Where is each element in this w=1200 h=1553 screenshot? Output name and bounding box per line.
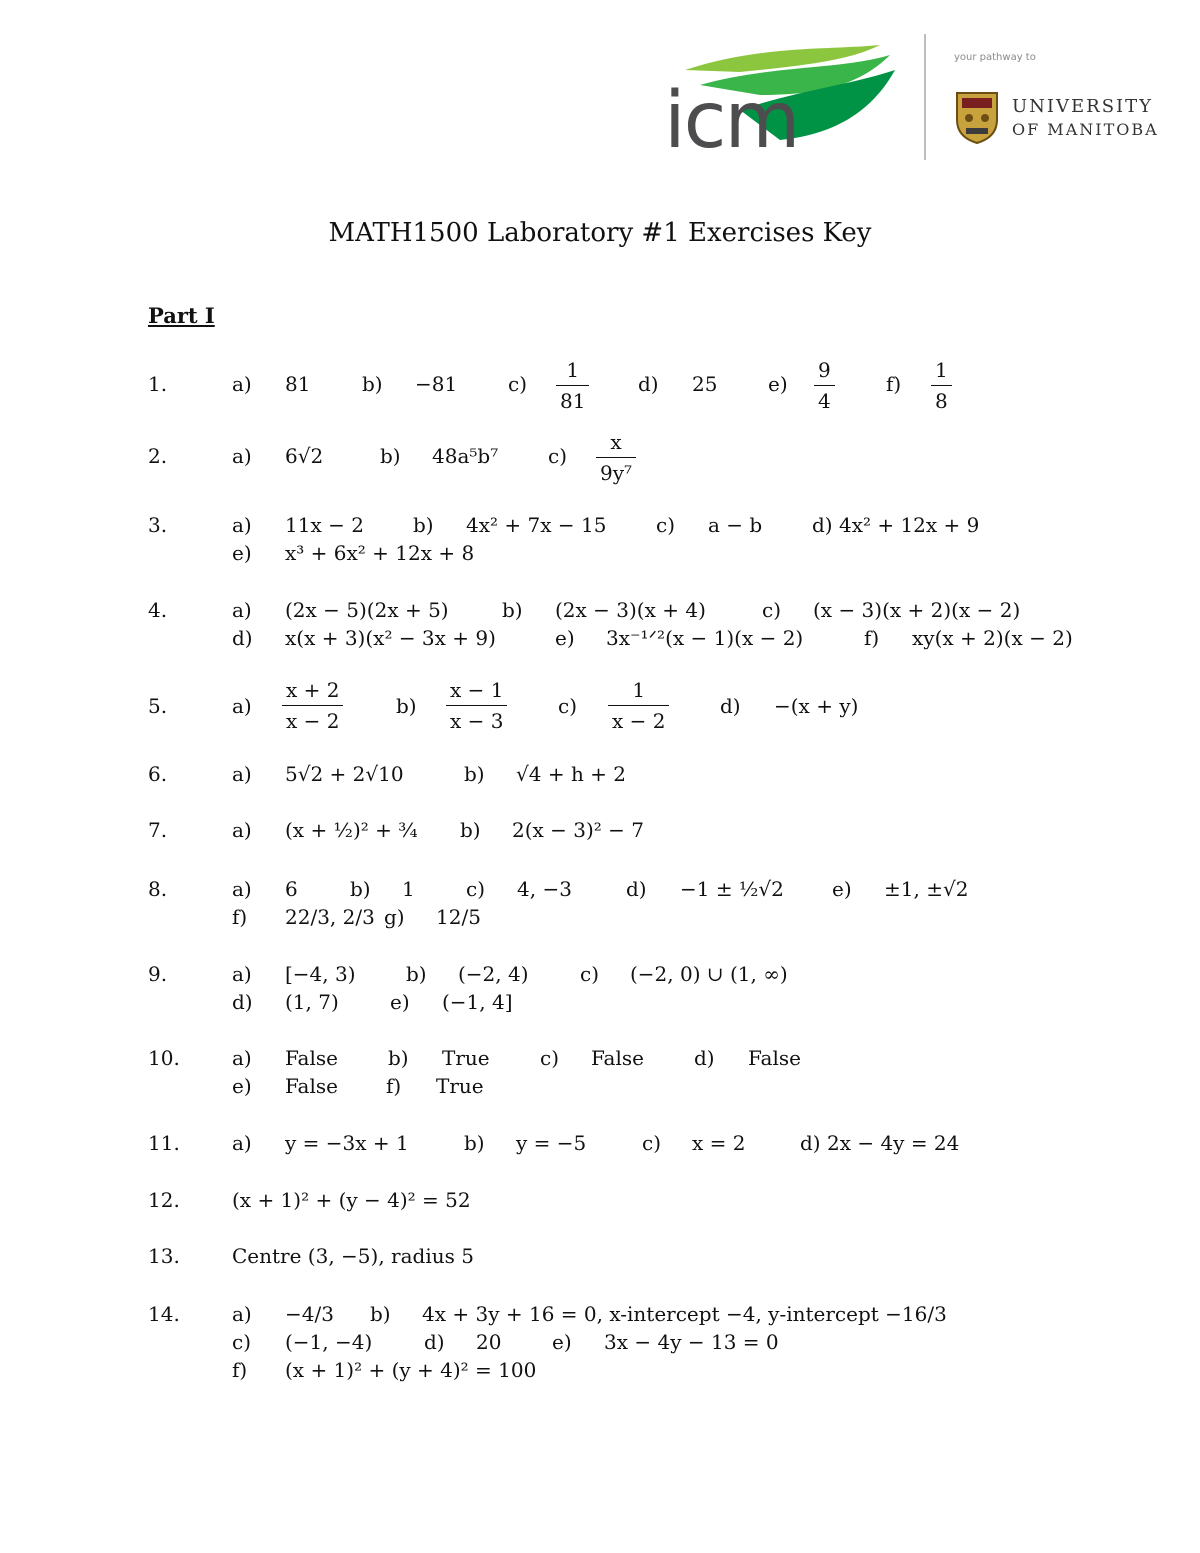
part-label: c) — [762, 598, 782, 622]
answer: ±1, ±√2 — [884, 877, 969, 901]
answer: xy(x + 2)(x − 2) — [912, 626, 1073, 650]
denominator: x − 3 — [450, 709, 504, 733]
fraction-bar — [282, 705, 343, 706]
answer: 12/5 — [436, 905, 481, 929]
part-label: a) — [232, 1046, 252, 1070]
question-number: 11. — [148, 1131, 180, 1155]
answer: −(x + y) — [774, 694, 859, 718]
numerator: 1 — [566, 358, 580, 382]
part-label: d) — [638, 372, 659, 396]
answer: 81 — [285, 372, 311, 396]
question-number: 8. — [148, 877, 168, 901]
denominator: 4 — [818, 389, 831, 413]
part-label: d) — [232, 626, 253, 650]
part-label: a) — [232, 818, 252, 842]
question-number: 3. — [148, 513, 168, 537]
fraction-bar — [608, 705, 669, 706]
answer: 3x⁻¹ᐟ²(x − 1)(x − 2) — [606, 626, 804, 650]
answer: y = −3x + 1 — [285, 1131, 409, 1155]
part-label: c) — [232, 1330, 252, 1354]
answer: d) 2x − 4y = 24 — [800, 1131, 960, 1155]
part-label: a) — [232, 444, 252, 468]
part-label: b) — [464, 1131, 485, 1155]
icm-logo-text: icm — [664, 76, 799, 166]
fraction-answer — [608, 678, 669, 733]
answer: 6√2 — [285, 444, 324, 468]
part-label: e) — [232, 1074, 252, 1098]
part-label: b) — [502, 598, 523, 622]
answer: 48a⁵b⁷ — [432, 444, 499, 468]
answer: (−2, 4) — [458, 962, 529, 986]
part-label: b) — [370, 1302, 391, 1326]
part-label: c) — [580, 962, 600, 986]
part-label: b) — [460, 818, 481, 842]
answer: (1, 7) — [285, 990, 339, 1014]
part-label: f) — [232, 905, 248, 929]
part-label: f) — [886, 372, 902, 396]
answer: (−1, 4] — [442, 990, 513, 1014]
part-label: a) — [232, 513, 252, 537]
question-number: 1. — [148, 372, 168, 396]
answer: 2(x − 3)² − 7 — [512, 818, 645, 842]
part-label: b) — [380, 444, 401, 468]
answer: (x + 1)² + (y − 4)² = 52 — [232, 1188, 471, 1212]
denominator: 8 — [935, 389, 948, 413]
fraction-bar — [931, 385, 952, 386]
answer: False — [285, 1074, 338, 1098]
question-number: 9. — [148, 962, 168, 986]
part-label: e) — [552, 1330, 572, 1354]
part-label: f) — [232, 1358, 248, 1382]
answer: 6 — [285, 877, 298, 901]
part-label: c) — [548, 444, 568, 468]
part-label: c) — [540, 1046, 560, 1070]
part-label: b) — [362, 372, 383, 396]
fraction-answer — [814, 358, 835, 413]
part-label: a) — [232, 1302, 252, 1326]
fraction-answer — [596, 430, 636, 485]
answer: 22/3, 2/3 — [285, 905, 375, 929]
question-number: 2. — [148, 444, 168, 468]
answer: −1 ± ½√2 — [680, 877, 784, 901]
part-label: a) — [232, 694, 252, 718]
answer: (x + 1)² + (y + 4)² = 100 — [285, 1358, 537, 1382]
question-number: 13. — [148, 1244, 180, 1268]
answer: x(x + 3)(x² − 3x + 9) — [285, 626, 496, 650]
part-label: a) — [232, 1131, 252, 1155]
answer: 4x² + 7x − 15 — [466, 513, 607, 537]
answer: 4x + 3y + 16 = 0, x-intercept −4, y-intercept −16/3 — [422, 1302, 947, 1326]
fraction-answer — [556, 358, 589, 413]
numerator: 1 — [632, 678, 646, 702]
answer: x = 2 — [692, 1131, 746, 1155]
question-number: 14. — [148, 1302, 180, 1326]
part-label: d) — [720, 694, 741, 718]
answer: False — [285, 1046, 338, 1070]
part-label: c) — [558, 694, 578, 718]
answer: −81 — [415, 372, 458, 396]
part-label: b) — [406, 962, 427, 986]
part-label: c) — [656, 513, 676, 537]
part-label: c) — [508, 372, 528, 396]
fraction-answer — [282, 678, 343, 733]
fraction-answer — [446, 678, 507, 733]
answer: 4, −3 — [517, 877, 572, 901]
part-label: e) — [832, 877, 852, 901]
answer: True — [442, 1046, 490, 1070]
answer: a − b — [708, 513, 763, 537]
question-number: 4. — [148, 598, 168, 622]
part-label: a) — [232, 598, 252, 622]
part-label: b) — [350, 877, 371, 901]
answer: d) 4x² + 12x + 9 — [812, 513, 980, 537]
question-number: 10. — [148, 1046, 180, 1070]
part-label: f) — [386, 1074, 402, 1098]
answer: 3x − 4y − 13 = 0 — [604, 1330, 779, 1354]
part-label: g) — [384, 905, 405, 929]
fraction-bar — [446, 705, 507, 706]
answer: False — [748, 1046, 801, 1070]
denominator: 9y⁷ — [600, 461, 633, 485]
answer: (x − 3)(x + 2)(x − 2) — [813, 598, 1021, 622]
part-label: c) — [466, 877, 486, 901]
part-label: b) — [396, 694, 417, 718]
tagline: your pathway to — [954, 52, 1036, 63]
answer: Centre (3, −5), radius 5 — [232, 1244, 474, 1268]
part-label: f) — [864, 626, 880, 650]
part-label: a) — [232, 877, 252, 901]
answer: x³ + 6x² + 12x + 8 — [285, 541, 475, 565]
question-number: 7. — [148, 818, 168, 842]
numerator: x — [610, 430, 622, 454]
part-label: d) — [232, 990, 253, 1014]
part-label: d) — [424, 1330, 445, 1354]
answer: True — [436, 1074, 484, 1098]
numerator: 9 — [818, 358, 831, 382]
fraction-bar — [596, 457, 636, 458]
answer: √4 + h + 2 — [516, 762, 627, 786]
university-name-line2: OF MANITOBA — [1012, 120, 1159, 139]
answer: 25 — [692, 372, 718, 396]
answer: (2x − 3)(x + 4) — [555, 598, 706, 622]
numerator: 1 — [935, 358, 948, 382]
answer: 11x − 2 — [285, 513, 364, 537]
part-label: e) — [232, 541, 252, 565]
part-label: b) — [413, 513, 434, 537]
numerator: x − 1 — [450, 678, 504, 702]
answer: (−1, −4) — [285, 1330, 373, 1354]
part-label: d) — [626, 877, 647, 901]
part-heading: Part I — [148, 303, 215, 328]
part-label: e) — [555, 626, 575, 650]
logo-divider — [924, 34, 926, 160]
denominator: x − 2 — [612, 709, 666, 733]
part-label: c) — [642, 1131, 662, 1155]
answer: y = −5 — [516, 1131, 587, 1155]
fraction-answer — [931, 358, 952, 413]
part-label: d) — [694, 1046, 715, 1070]
answer: (−2, 0) ∪ (1, ∞) — [630, 962, 788, 986]
answer: 5√2 + 2√10 — [285, 762, 404, 786]
university-name-line1: UNIVERSITY — [1012, 96, 1154, 117]
university-crest-icon — [954, 90, 1000, 144]
question-number: 12. — [148, 1188, 180, 1212]
answer: (2x − 5)(2x + 5) — [285, 598, 449, 622]
answer: 1 — [402, 877, 415, 901]
part-label: a) — [232, 962, 252, 986]
denominator: 81 — [560, 389, 586, 413]
fraction-bar — [556, 385, 589, 386]
answer: −4/3 — [285, 1302, 334, 1326]
part-label: b) — [464, 762, 485, 786]
answer: [−4, 3) — [285, 962, 356, 986]
answer: (x + ½)² + ¾ — [285, 818, 418, 842]
part-label: e) — [390, 990, 410, 1014]
answer: False — [591, 1046, 644, 1070]
question-number: 6. — [148, 762, 168, 786]
fraction-bar — [814, 385, 835, 386]
part-label: a) — [232, 372, 252, 396]
numerator: x + 2 — [286, 678, 340, 702]
part-label: b) — [388, 1046, 409, 1070]
part-label: e) — [768, 372, 788, 396]
part-label: a) — [232, 762, 252, 786]
denominator: x − 2 — [286, 709, 340, 733]
answer: 20 — [476, 1330, 502, 1354]
page-title: MATH1500 Laboratory #1 Exercises Key — [328, 218, 872, 248]
question-number: 5. — [148, 694, 168, 718]
